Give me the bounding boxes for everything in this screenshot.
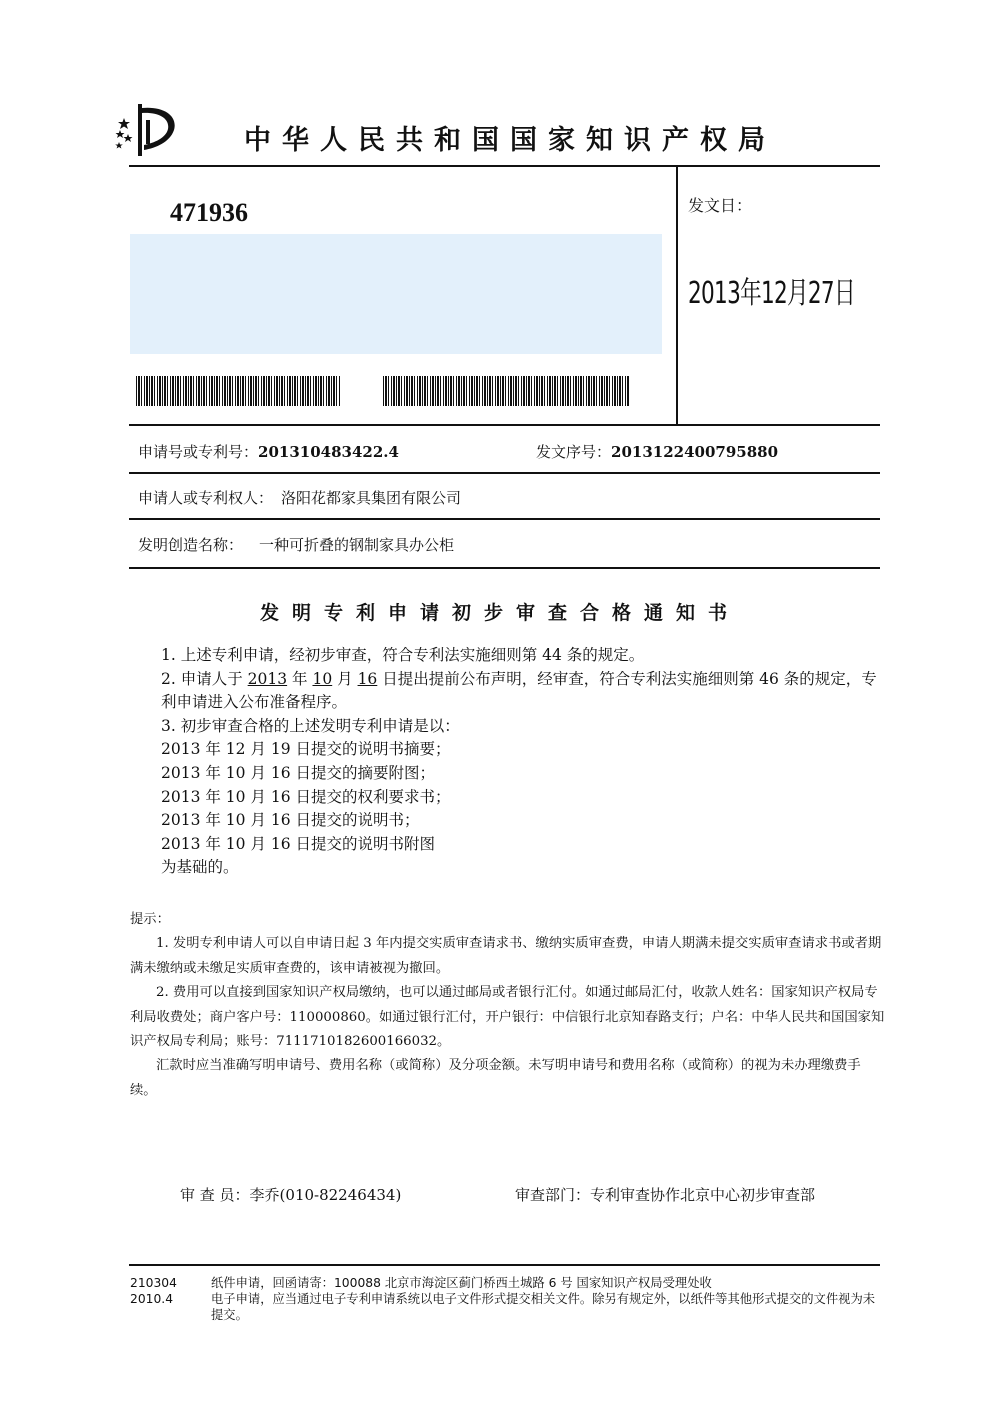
form-code: 210304: [130, 1276, 177, 1290]
tips-label: 提示：: [130, 912, 170, 927]
application-number-value: 201310483422.4: [258, 443, 399, 461]
office-name: 中华人民共和国国家知识产权局: [244, 125, 776, 156]
notice-code: 471936: [170, 198, 248, 227]
sipo-logo-icon: [112, 100, 184, 160]
p2-day: 16: [357, 669, 378, 688]
document-item: 2013 年 12 月 19 日提交的说明书摘要；: [161, 740, 451, 759]
applicant-label: 申请人或专利权人：: [138, 489, 274, 507]
notice-title: 发明专利申请初步审查合格通知书: [259, 602, 740, 624]
document-item: 2013 年 10 月 16 日提交的摘要附图；: [161, 763, 436, 782]
document-item: 2013 年 10 月 16 日提交的说明书；: [161, 811, 420, 830]
barcode-left: [136, 376, 340, 406]
invention-title-field: [138, 534, 454, 555]
examiner: [180, 1184, 401, 1205]
address-block: [130, 234, 662, 354]
header-top-rule: [129, 165, 880, 167]
dispatch-number-field: [536, 441, 778, 462]
header-divider: [676, 166, 678, 425]
field-rule-1: [129, 472, 880, 474]
invention-title-value: 一种可折叠的钢制家具办公柜: [259, 536, 455, 554]
p2-text-b: 年: [287, 669, 313, 688]
body-paragraph-1: 1. 上述专利申请，经初步审查，符合专利法实施细则第 44 条的规定。: [161, 646, 645, 664]
header-bottom-rule: [129, 424, 880, 426]
footer-line-1: 纸件申请，回函请寄：100088 北京市海淀区蓟门桥西土城路 6 号 国家知识产权局受理处收: [211, 1276, 712, 1290]
department: [515, 1184, 815, 1205]
footer-rule: [129, 1264, 880, 1266]
issue-date-stamp: 2013年12月27日: [688, 276, 855, 311]
p2-text-d: 日提出提前公布声明，经审查，符合专利法实施细则第 46 条的规定，专利申请进入公布准备程序。: [161, 669, 877, 712]
applicant-field: [138, 487, 461, 508]
examiner-label: 审 查 员：: [180, 1186, 250, 1204]
body-paragraph-2: [130, 668, 885, 715]
body-paragraph-3: 3. 初步审查合格的上述发明专利申请是以：: [161, 716, 460, 735]
document-item: 2013 年 10 月 16 日提交的权利要求书；: [161, 787, 451, 806]
tips-section: [130, 908, 885, 1103]
document-item: 2013 年 10 月 16 日提交的说明书附图: [161, 834, 436, 853]
footer-line-2: 电子申请，应当通过电子专利申请系统以电子文件形式提交相关文件。除另有规定外，以纸件等其他形式提交的文件视为未提交。: [211, 1292, 876, 1322]
issue-date-label: 发文日：: [688, 196, 753, 215]
field-rule-2: [129, 518, 880, 520]
examiner-value: 李乔(010-82246434): [249, 1186, 402, 1204]
tip-1: 1. 发明专利申请人可以自申请日起 3 年内提交实质审查请求书、缴纳实质审查费，申请人期满未提交实质审查请求书或者期满未缴纳或未缴足实质审查费的，该申请被视为撤回。: [130, 936, 882, 976]
notice-body: [130, 644, 885, 880]
dispatch-number-label: 发文序号：: [536, 443, 612, 461]
body-closing: 为基础的。: [161, 858, 239, 877]
application-number-field: [138, 441, 399, 462]
dispatch-number-value: 2013122400795880: [611, 443, 779, 461]
department-value: 专利审查协作北京中心初步审查部: [590, 1186, 816, 1204]
invention-title-label: 发明创造名称：: [138, 536, 244, 554]
form-version: 2010.4: [130, 1292, 174, 1306]
p2-year: 2013: [247, 669, 288, 688]
applicant-value: 洛阳花都家具集团有限公司: [281, 489, 462, 507]
tip-3: 汇款时应当准确写明申请号、费用名称（或简称）及分项金额。未写明申请号和费用名称（或简称）的视为未办理缴费手续。: [130, 1058, 861, 1098]
tip-2: 2. 费用可以直接到国家知识产权局缴纳，也可以通过邮局或者银行汇付。如通过邮局汇付，收款人姓名：国家知识产权局专利局收费处；商户客户号：110000860。如通过银行汇付，开户银行：中信银行北京知春路支行；户名：中华人民共和国国家知识产权局专利局；账号：7111710182600166032。: [130, 985, 885, 1050]
field-rule-3: [129, 567, 880, 569]
application-number-label: 申请号或专利号：: [138, 443, 259, 461]
p2-text-a: 2. 申请人于: [161, 669, 248, 688]
department-label: 审查部门：: [515, 1186, 591, 1204]
p2-text-c: 月: [332, 669, 358, 688]
p2-month: 10: [312, 669, 333, 688]
barcode-right: [383, 376, 629, 406]
